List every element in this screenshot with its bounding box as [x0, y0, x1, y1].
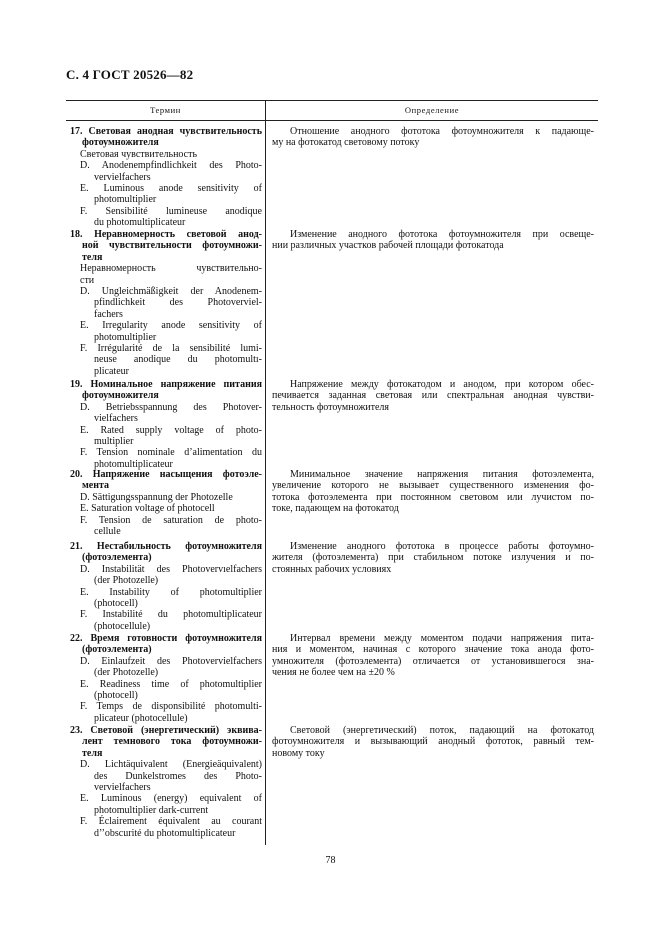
foreign-line: F. Temps de disponsibilité photomulti- — [80, 701, 262, 713]
foreign-line: photomultiplier — [94, 194, 157, 206]
definition-line: тельность фотоумножителя — [272, 401, 389, 413]
foreign-line: D. Lichtäquivalent (Energieäquivalent) — [80, 759, 262, 771]
term-title — [70, 469, 262, 492]
definition-text — [272, 126, 594, 149]
foreign-line: D. Anodenempfindlichkeit des Photo- — [80, 160, 262, 172]
term-title-line: 22. Время готовности фотоумножителя — [70, 633, 262, 644]
definition-text — [272, 379, 594, 413]
definition-line: жителя (фотоэлемента) при стабильном потоке излучения и по- — [272, 552, 594, 564]
definition-line: ния и моментом, начиная с которого значение тока анода фото- — [272, 644, 594, 656]
term-entry — [70, 126, 262, 229]
foreign-line: (der Photozelle) — [94, 667, 159, 679]
page-number: 78 — [325, 855, 336, 866]
term-foreign-equivalent — [70, 160, 262, 183]
foreign-line: (der Photozelle) — [94, 575, 159, 587]
definition-line: печивается заданная световая или спектральная анодная чувстви- — [272, 390, 594, 402]
foreign-line: (photocell) — [94, 598, 138, 610]
foreign-line: E. Instability of photomultiplier — [80, 586, 262, 598]
definition-line: увеличение которого не вызывает существенного изменения фо- — [272, 480, 594, 492]
term-foreign-equivalent — [70, 759, 262, 793]
term-title-line: 23. Световой (энергетический) эквива- — [70, 725, 262, 736]
term-synonym-line: Неравномерность чувствительно- — [80, 263, 262, 275]
foreign-line: E. Saturation voltage of photocell — [80, 503, 215, 515]
definition-text — [272, 633, 594, 679]
foreign-line: E. Readiness time of photomultiplier — [80, 678, 262, 690]
term-title-line: 17. Световая анодная чувствительность — [70, 126, 262, 137]
term-foreign-equivalent — [70, 793, 262, 816]
foreign-line: D. Instabilität des Photovervıelfachers — [80, 563, 262, 575]
term-foreign-equivalent — [70, 701, 262, 724]
definition-line: умножителя (фотоэлемента) отличается от установившегося зна- — [272, 655, 594, 667]
term-entry — [70, 469, 262, 537]
definition-line: Изменение анодного фототока в процессе работы фотоумно- — [290, 541, 594, 552]
term-title — [70, 541, 262, 564]
table-header — [66, 101, 598, 121]
definition-line: фотоумножителя и вызывающий анодный фототок, равный тем- — [272, 736, 594, 748]
definition-line: нии различных участков рабочей площади фотокатода — [272, 240, 504, 252]
foreign-line: E. Luminous (energy) equivalent of — [80, 793, 262, 805]
term-foreign-equivalent — [70, 425, 262, 448]
term-entry — [70, 379, 262, 470]
foreign-line: du photomultiplicateur — [94, 217, 186, 229]
term-foreign-equivalent — [70, 587, 262, 610]
definition-line: Интервал времени между моментом подачи напряжения пита- — [290, 633, 594, 644]
foreign-line: F. Sensibilité lumineuse anodique — [80, 205, 262, 217]
foreign-line: (photocell) — [94, 690, 138, 702]
column-header-definition: Определение — [404, 105, 460, 115]
foreign-line: neuse anodique du photomultı- — [94, 354, 262, 366]
foreign-line: D. Sättigungsspannung der Photozelle — [80, 491, 233, 503]
term-synonym — [70, 149, 262, 160]
foreign-line: plicateur (photocellule) — [94, 712, 188, 724]
foreign-line: plicateur — [94, 365, 129, 377]
term-entry — [70, 229, 262, 377]
term-foreign-equivalent — [70, 447, 262, 470]
term-title — [70, 379, 262, 402]
term-foreign-equivalent — [70, 402, 262, 425]
term-synonym-line: сти — [80, 274, 95, 286]
definition-line: Напряжение между фотокатодом и анодом, при котором обес- — [290, 379, 594, 390]
foreign-line: multiplier — [94, 436, 134, 448]
foreign-line: cellule — [94, 526, 121, 538]
foreign-line: F. Tension de saturation de photo- — [80, 514, 262, 526]
term-title-line: (фотоэлемента) — [82, 644, 152, 656]
foreign-line: photomultiplier dark-current — [94, 804, 209, 816]
term-title-line: фотоумножителя — [82, 390, 159, 402]
term-title — [70, 126, 262, 149]
terms-table — [66, 100, 598, 845]
foreign-line: F. Irrégularité de la sensibilité lumi- — [80, 343, 262, 355]
definition-line: му на фотокатод световому потоку — [272, 137, 420, 149]
term-foreign-equivalent — [70, 492, 262, 503]
foreign-line: des Dunkelstromes des Photo- — [94, 770, 262, 782]
definition-text — [272, 725, 594, 759]
term-title-line: лент темнового тока фотоумножи- — [82, 736, 262, 748]
term-title-line: теля — [82, 251, 103, 263]
definition-text — [272, 541, 594, 575]
foreign-line: F. Éclairement équivalent au courant — [80, 816, 262, 828]
term-title-line: 21. Нестабильность фотоумножителя — [70, 541, 262, 552]
definition-line: стоянных рабочих условиях — [272, 563, 392, 575]
foreign-line: vervielfachers — [94, 171, 151, 183]
term-foreign-equivalent — [70, 503, 262, 514]
definition-line: чения не более чем на ±20 % — [272, 667, 395, 679]
foreign-line: photomultiplicateur — [94, 458, 173, 470]
term-synonym — [70, 263, 262, 286]
page-header: С. 4 ГОСТ 20526—82 — [66, 67, 194, 82]
foreign-line: F. Instabilité du photomultiplicateur — [80, 609, 262, 621]
definition-line: Изменение анодного фототока фотоумножителя при освеще- — [290, 229, 594, 240]
term-foreign-equivalent — [70, 320, 262, 343]
term-foreign-equivalent — [70, 343, 262, 377]
definition-line: Световой (энергетический) поток, падающий на фотокатод — [290, 725, 594, 736]
foreign-line: F. Tension nominale d’alimentation du — [80, 447, 262, 459]
definition-line: тотока фотоэлемента при постоянном световом или лучистом по- — [272, 491, 594, 503]
term-title — [70, 229, 262, 263]
term-title — [70, 633, 262, 656]
foreign-line: pfindlichkeit des Photoverviel- — [94, 297, 262, 309]
term-entry — [70, 725, 262, 839]
term-title — [70, 725, 262, 759]
term-foreign-equivalent — [70, 816, 262, 839]
definition-text — [272, 229, 594, 252]
column-header-term: Термин — [150, 105, 181, 115]
foreign-line: fachers — [94, 308, 123, 320]
term-title-line: 20. Напряжение насыщения фотоэле- — [70, 469, 262, 480]
foreign-line: E. Irregularity anode sensitivity of — [80, 320, 262, 332]
foreign-line: d’’obscurité du photomultiplicateur — [94, 827, 236, 839]
definition-line: новому току — [272, 747, 325, 759]
term-entry — [70, 541, 262, 632]
term-foreign-equivalent — [70, 515, 262, 538]
term-title-line: мента — [82, 480, 110, 492]
table-body — [66, 121, 598, 845]
term-entry — [70, 633, 262, 724]
definition-line: токе, падающем на фотокатод — [272, 503, 399, 515]
term-title-line: фотоумножителя — [82, 137, 159, 149]
term-title-line: 18. Неравномерность световой анод- — [70, 229, 262, 240]
definition-line: Отношение анодного фототока фотоумножителя к падающе- — [290, 126, 594, 137]
term-foreign-equivalent — [70, 656, 262, 679]
foreign-line: vielfachers — [94, 413, 138, 425]
foreign-line: E. Luminous anode sensitivity of — [80, 183, 262, 195]
term-title-line: 19. Номинальное напряжение питания — [70, 379, 262, 390]
term-foreign-equivalent — [70, 286, 262, 320]
foreign-line: D. Betriebsspannung des Photover- — [80, 401, 262, 413]
term-foreign-equivalent — [70, 564, 262, 587]
term-foreign-equivalent — [70, 206, 262, 229]
term-synonym-line: Световая чувствительность — [80, 148, 198, 160]
foreign-line: vervielfachers — [94, 782, 151, 794]
term-foreign-equivalent — [70, 183, 262, 206]
term-foreign-equivalent — [70, 679, 262, 702]
foreign-line: D. Ungleichmäßigkeit der Anodenem- — [80, 286, 262, 298]
term-title-line: теля — [82, 747, 103, 759]
definition-line: Минимальное значение напряжения питания фотоэлемента, — [290, 469, 594, 480]
definition-text — [272, 469, 594, 515]
foreign-line: photomultiplier — [94, 331, 157, 343]
foreign-line: D. Einlaufzeit des Photovervielfachers — [80, 655, 262, 667]
foreign-line: (photocellule) — [94, 620, 151, 632]
term-foreign-equivalent — [70, 609, 262, 632]
foreign-line: E. Rated supply voltage of photo- — [80, 424, 262, 436]
term-title-line: (фотоэлемента) — [82, 552, 152, 564]
term-title-line: ной чувствительности фотоумножи- — [82, 240, 262, 252]
